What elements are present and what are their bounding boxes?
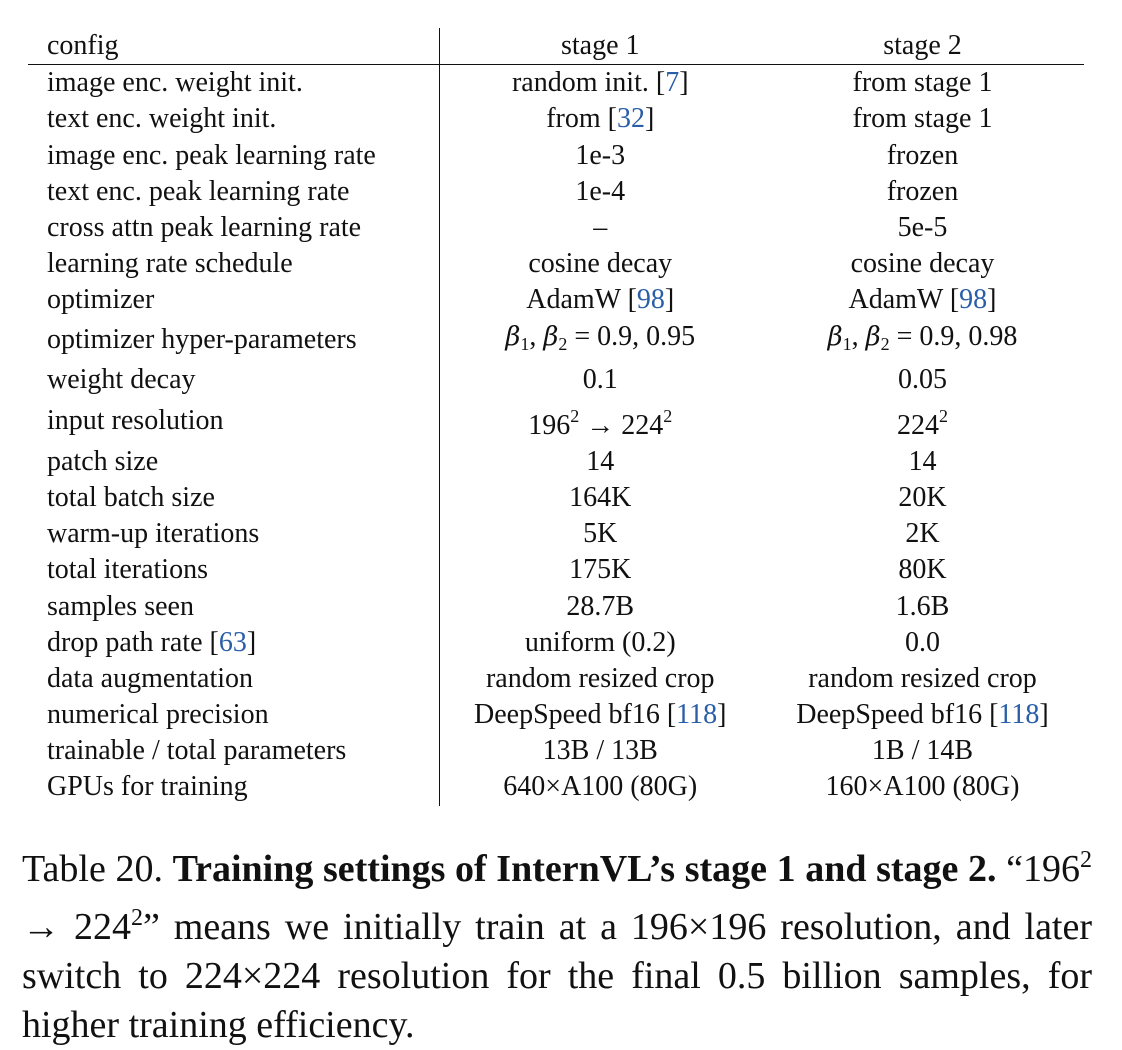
config-name-cell: text enc. peak learning rate xyxy=(28,174,439,210)
config-table-container xyxy=(28,28,1084,806)
stage-1-value-cell: AdamW [98] xyxy=(526,284,675,316)
subscript: 1 xyxy=(520,333,530,354)
stage-2-value-cell: 0.0 xyxy=(905,626,940,658)
config-name-cell: image enc. peak learning rate xyxy=(28,138,439,174)
stage-1-value-cell: random resized crop xyxy=(485,662,715,694)
greek-symbol: β xyxy=(505,321,521,352)
stage-2-value-cell: 2K xyxy=(905,518,940,550)
config-name-cell: cross attn peak learning rate xyxy=(28,210,439,246)
stage-2-value-cell: random resized crop xyxy=(808,662,1037,694)
training-config-table xyxy=(28,28,1084,806)
header-stage-2: stage 2 xyxy=(761,28,1084,65)
stage-1-value-cell: uniform (0.2) xyxy=(524,626,676,658)
subscript: 1 xyxy=(842,333,852,354)
stage-2-value-cell: 5e-5 xyxy=(897,212,948,244)
stage-2-value-cell: 160×A100 (80G) xyxy=(825,771,1020,803)
stage-2-value-cell: cosine decay xyxy=(850,248,995,280)
greek-symbol: β xyxy=(865,321,881,352)
table-row xyxy=(28,552,1084,588)
stage-2-value-cell: 1.6B xyxy=(895,590,950,622)
stage-2-value-cell: DeepSpeed bf16 [118] xyxy=(796,699,1049,731)
table-row xyxy=(28,625,1084,661)
table-row xyxy=(28,661,1084,697)
config-name-cell: optimizer hyper-parameters xyxy=(28,319,439,362)
stage-1-value-cell: cosine decay xyxy=(528,248,673,280)
stage-1-value-cell: – xyxy=(593,212,608,244)
stage-1-value-cell: DeepSpeed bf16 [118] xyxy=(474,699,727,731)
stage-2-value-cell: 20K xyxy=(898,481,947,513)
table-row xyxy=(28,398,1084,444)
table-body xyxy=(28,65,1084,806)
stage-2-value-cell: 0.05 xyxy=(898,363,947,395)
stage-1-value-cell: 640×A100 (80G) xyxy=(503,771,698,803)
config-name-cell: patch size xyxy=(28,444,439,480)
stage-2-value-cell: from stage 1 xyxy=(852,103,993,135)
stage-2-value-cell: $224^2$ xyxy=(897,405,948,441)
subscript: 2 xyxy=(558,333,568,354)
citation-link[interactable]: 118 xyxy=(676,699,718,731)
citation-link[interactable]: 32 xyxy=(616,103,645,135)
stage-1-value-cell: 1e-3 xyxy=(575,139,626,171)
stage-1-value-cell: 164K xyxy=(569,481,632,513)
config-name-cell: input resolution xyxy=(28,398,439,444)
config-name-cell: learning rate schedule xyxy=(28,246,439,282)
header-stage-1: stage 1 xyxy=(439,28,761,65)
config-name-cell: drop path rate [63] xyxy=(28,625,439,661)
table-row xyxy=(28,174,1084,210)
config-name-cell: samples seen xyxy=(28,588,439,624)
config-name-cell: total batch size xyxy=(28,480,439,516)
table-row xyxy=(28,588,1084,624)
stage-1-value-cell: 13B / 13B xyxy=(542,735,658,767)
header-config: config xyxy=(28,28,439,65)
caption-title: Training settings of InternVL’s stage 1 and stage 2. xyxy=(172,848,997,890)
stage-1-value-cell: 28.7B xyxy=(566,590,635,622)
table-header-row xyxy=(28,28,1084,65)
config-name-cell: warm-up iterations xyxy=(28,516,439,552)
stage-2-value-cell: frozen xyxy=(886,139,959,171)
stage-2-value-cell: from stage 1 xyxy=(852,67,993,99)
table-row xyxy=(28,516,1084,552)
stage-2-value-cell: frozen xyxy=(886,175,959,207)
stage-1-value-cell: random init. [7] xyxy=(511,67,689,99)
table-row xyxy=(28,697,1084,733)
superscript: 2 xyxy=(130,905,143,931)
config-name-cell: trainable / total parameters xyxy=(28,733,439,769)
stage-1-value-cell: 1e-4 xyxy=(575,175,626,207)
table-row xyxy=(28,246,1084,282)
stage-2-value-cell: $\beta_1$, $\beta_2 = 0.9$, 0.98 xyxy=(827,320,1018,354)
table-row xyxy=(28,138,1084,174)
config-name-cell: image enc. weight init. xyxy=(28,65,439,102)
stage-1-value-cell: $\beta_1$, $\beta_2 = 0.9$, 0.95 xyxy=(505,320,696,354)
stage-1-value-cell: $196^2 \to 224^2$ xyxy=(528,405,673,441)
table-row xyxy=(28,65,1084,102)
superscript: 2 xyxy=(663,405,673,426)
superscript: 2 xyxy=(939,405,948,426)
stage-2-value-cell: 1B / 14B xyxy=(871,735,974,767)
table-row xyxy=(28,101,1084,137)
table-row xyxy=(28,444,1084,480)
subscript: 2 xyxy=(880,333,890,354)
stage-1-value-cell: 175K xyxy=(569,554,632,586)
table-row xyxy=(28,319,1084,362)
citation-link[interactable]: 98 xyxy=(636,284,665,316)
greek-symbol: β xyxy=(543,321,559,352)
superscript: 2 xyxy=(570,405,580,426)
greek-symbol: β xyxy=(827,321,843,352)
config-name-cell: total iterations xyxy=(28,552,439,588)
stage-2-value-cell: 80K xyxy=(898,554,947,586)
superscript: 2 xyxy=(1080,847,1093,873)
citation-link[interactable]: 118 xyxy=(998,699,1040,731)
table-row xyxy=(28,733,1084,769)
config-name-cell: data augmentation xyxy=(28,661,439,697)
caption-body: “$196^2 \to 224^2$” means we initially train at a 196×196 resolution, and later switch to 224×224 resolution for the final 0.5 billion samples, for higher training efficiency. xyxy=(22,847,1093,1046)
citation-link[interactable]: 63 xyxy=(218,626,247,658)
stage-2-value-cell: AdamW [98] xyxy=(848,284,997,316)
caption-label: Table 20. xyxy=(22,848,163,890)
stage-1-value-cell: 0.1 xyxy=(582,363,618,395)
citation-link[interactable]: 98 xyxy=(959,284,988,316)
stage-2-value-cell: 14 xyxy=(908,445,937,477)
table-row xyxy=(28,210,1084,246)
table-row xyxy=(28,282,1084,318)
table-row xyxy=(28,362,1084,398)
config-name-cell: optimizer xyxy=(28,282,439,318)
table-row xyxy=(28,480,1084,516)
table-caption xyxy=(22,836,1092,1050)
config-name-cell: numerical precision xyxy=(28,697,439,733)
config-name-cell: text enc. weight init. xyxy=(28,101,439,137)
stage-1-value-cell: 5K xyxy=(583,518,618,550)
config-name-cell: weight decay xyxy=(28,362,439,398)
stage-1-value-cell: from [32] xyxy=(546,103,655,135)
stage-1-value-cell: 14 xyxy=(586,445,615,477)
table-row xyxy=(28,769,1084,805)
citation-link[interactable]: 7 xyxy=(665,67,680,99)
config-name-cell: GPUs for training xyxy=(28,769,439,805)
